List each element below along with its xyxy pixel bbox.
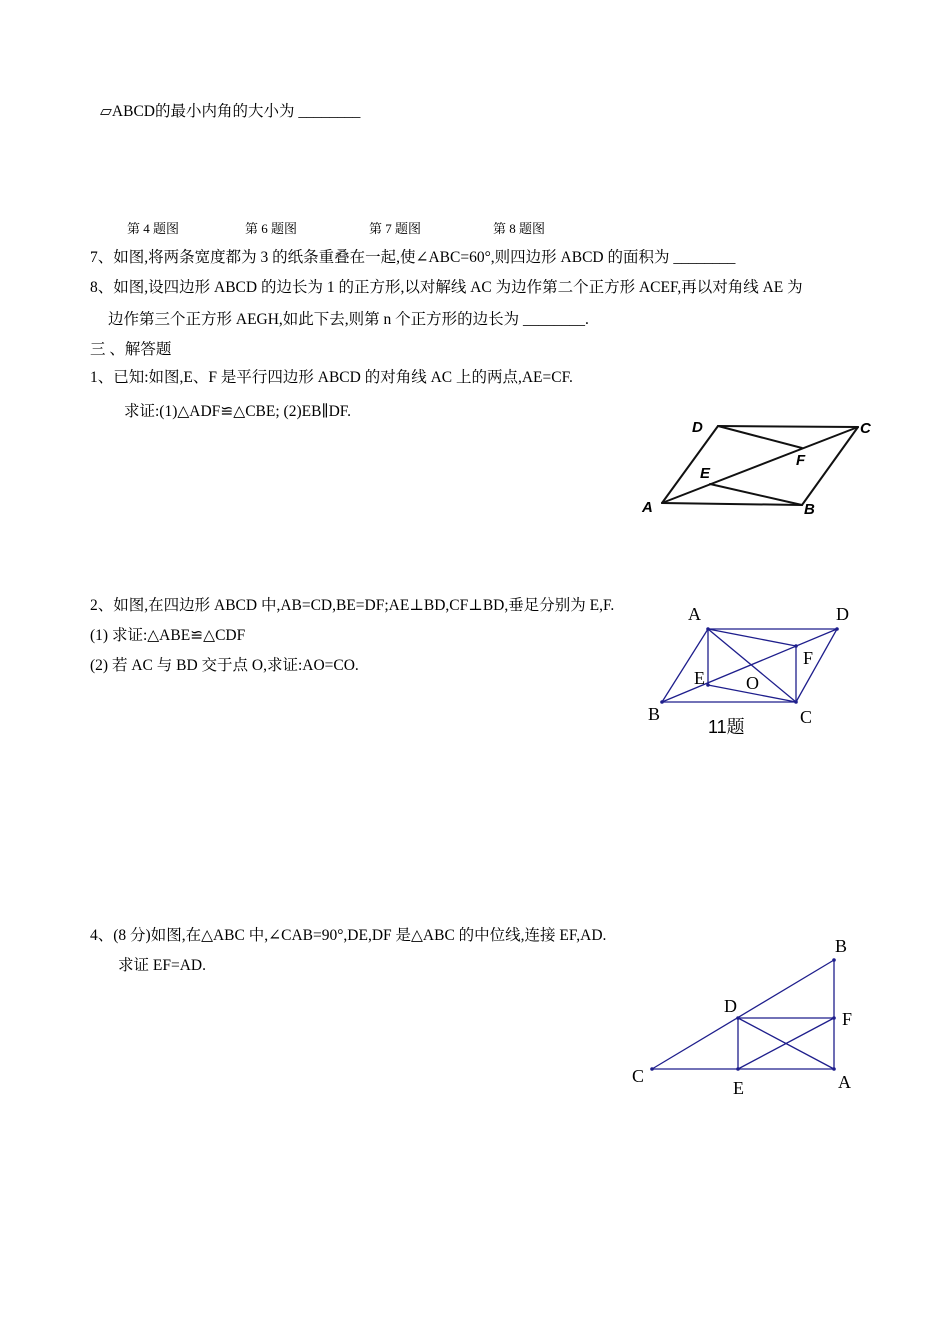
label-a: A: [642, 499, 653, 516]
problem-2-line-3: (2) 若 AC 与 BD 交于点 O,求证:AO=CO.: [90, 657, 359, 674]
label-e: E: [694, 668, 705, 688]
label-f: F: [803, 648, 814, 668]
label-a: A: [688, 604, 701, 624]
label-d: D: [836, 604, 849, 624]
question-8-line-1: 8、如图,设四边形 ABCD 的边长为 1 的正方形,以对解线 AC 为边作第二个正方形 ACEF,再以对角线 AE 为: [90, 279, 803, 296]
label-e: E: [700, 465, 711, 482]
caption-q7-figure: 第 7 题图: [369, 221, 422, 236]
label-b: B: [648, 704, 661, 724]
caption-q6-figure: 第 6 题图: [245, 221, 298, 236]
q6-tail: ▱ABCD的最小内角的大小为 ________: [100, 103, 361, 120]
segment-eb: [710, 484, 802, 505]
segment-df: [718, 426, 802, 448]
side-cd: [718, 426, 858, 427]
label-f: F: [796, 452, 806, 469]
label-b: B: [835, 936, 848, 956]
question-7: 7、如图,将两条宽度都为 3 的纸条重叠在一起,使∠ABC=60°,则四边形 ABCD 的面积为 ________: [90, 249, 736, 266]
label-c: C: [860, 420, 871, 437]
segment-af: [708, 629, 796, 646]
figure-triangle-3: [620, 930, 870, 1100]
figure-caption: 11题: [708, 717, 745, 737]
problem-1-line-1: 1、已知:如图,E、F 是平行四边形 ABCD 的对角线 AC 上的两点,AE=CF.: [90, 369, 573, 386]
caption-q8-figure: 第 8 题图: [493, 221, 546, 236]
label-f: F: [842, 1009, 853, 1029]
side-cb: [652, 960, 834, 1069]
figure-parallelogram-1: [630, 410, 890, 525]
label-a: A: [838, 1072, 851, 1092]
figure-quadrilateral-2: [640, 600, 860, 745]
label-c: C: [800, 707, 813, 727]
problem-2-line-1: 2、如图,在四边形 ABCD 中,AB=CD,BE=DF;AE⊥BD,CF⊥BD,垂足分别为 E,F.: [90, 597, 615, 614]
label-c: C: [632, 1066, 645, 1086]
label-d: D: [724, 996, 737, 1016]
label-e: E: [733, 1078, 744, 1098]
problem-1-line-2: 求证:(1)△ADF≌△CBE; (2)EB∥DF.: [124, 403, 352, 420]
side-ab: [662, 629, 708, 702]
problem-4-line-1: 4、(8 分)如图,在△ABC 中,∠CAB=90°,DE,DF 是△ABC 的中位线,连接 EF,AD.: [90, 927, 607, 944]
label-d: D: [692, 419, 703, 436]
caption-q4-figure: 第 4 题图: [127, 221, 180, 236]
label-o: O: [746, 673, 759, 693]
question-8-line-2: 边作第三个正方形 AEGH,如此下去,则第 n 个正方形的边长为 ________.: [108, 311, 589, 328]
section-3-title: 三 、解答题: [90, 341, 172, 358]
side-ab: [662, 503, 802, 505]
problem-2-line-2: (1) 求证:△ABE≌△CDF: [90, 627, 246, 644]
problem-4-line-2: 求证 EF=AD.: [118, 957, 206, 974]
diagonal-ac: [662, 427, 858, 503]
label-b: B: [804, 501, 815, 518]
